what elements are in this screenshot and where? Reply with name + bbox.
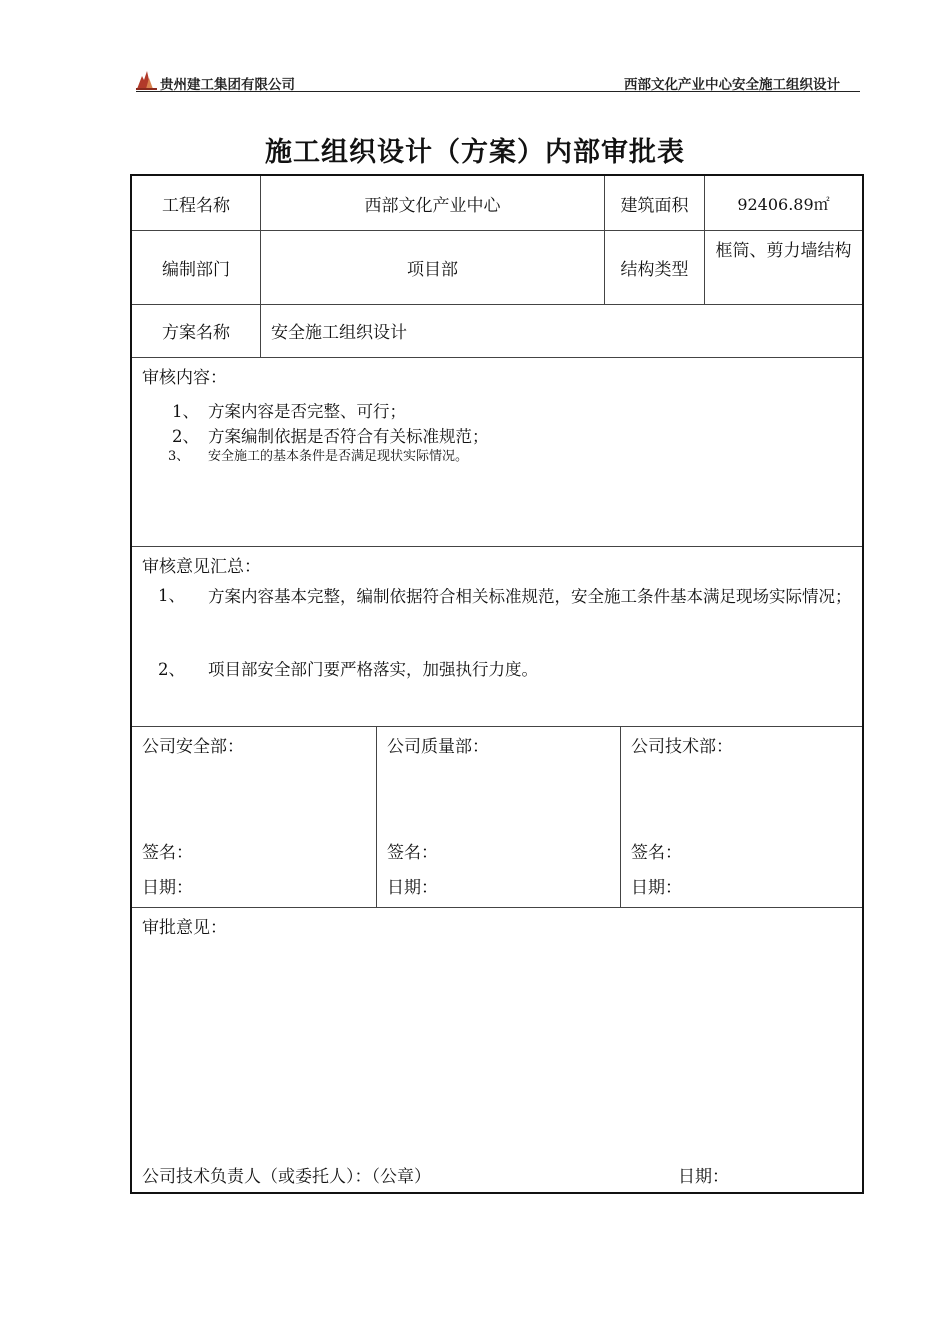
dept-name: 公司技术部： <box>631 737 733 757</box>
row-divider <box>132 357 862 358</box>
item-number: 3、 <box>168 449 190 464</box>
project-name-label: 工程名称 <box>162 195 230 216</box>
item-number: 1、 <box>158 586 185 605</box>
item-number: 2、 <box>158 660 185 679</box>
dept-name: 公司质量部： <box>387 737 489 757</box>
dept-value: 项目部 <box>260 230 604 304</box>
dept-name: 公司安全部： <box>142 737 244 757</box>
approval-label: 审批意见： <box>142 918 227 938</box>
date-label: 日期： <box>387 878 438 898</box>
structure-label: 结构类型 <box>604 230 704 304</box>
date-label: 日期： <box>631 878 682 898</box>
item-text: 安全施工的基本条件是否满足现状实际情况。 <box>208 449 469 464</box>
item-text: 方案内容基本完整，编制依据符合相关标准规范，安全施工条件基本满足现场实际情况； <box>208 587 852 606</box>
dept-label: 编制部门 <box>162 259 230 280</box>
structure-value: 框筒、剪力墙结构 <box>704 230 862 304</box>
approval-date: 日期： <box>678 1167 729 1187</box>
list-item <box>158 652 858 688</box>
plan-label: 方案名称 <box>162 323 230 343</box>
item-number: 1、 <box>172 402 199 421</box>
sign-label: 签名： <box>387 843 438 863</box>
page-title: 施工组织设计（方案）内部审批表 <box>265 137 685 168</box>
sign-label: 签名： <box>631 843 682 863</box>
row-divider <box>132 907 862 908</box>
review-content-label: 审核内容： <box>142 368 227 388</box>
project-name-value: 西部文化产业中心 <box>260 176 604 230</box>
plan-value: 安全施工组织设计 <box>260 304 862 357</box>
list-item <box>158 578 858 615</box>
row-divider <box>132 546 862 547</box>
company-name: 贵州建工集团有限公司 <box>160 77 295 93</box>
date-label: 日期： <box>142 878 193 898</box>
safety-dept-cell <box>132 726 376 907</box>
item-text: 项目部安全部门要严格落实，加强执行力度。 <box>208 660 538 679</box>
document-title-header: 西部文化产业中心安全施工组织设计 <box>624 77 840 93</box>
area-label: 建筑面积 <box>604 176 704 230</box>
area-value: 92406.89㎡ <box>704 176 862 230</box>
item-number: 2、 <box>172 427 199 446</box>
item-text: 方案编制依据是否符合有关标准规范； <box>208 427 489 446</box>
sign-label: 签名： <box>142 843 193 863</box>
company-logo-icon <box>136 70 158 90</box>
item-text: 方案内容是否完整、可行； <box>208 402 406 421</box>
approval-signer: 公司技术负责人（或委托人）：（公章） <box>142 1167 431 1187</box>
quality-dept-cell <box>376 726 620 907</box>
approval-form <box>130 174 864 1194</box>
tech-dept-cell <box>620 726 862 907</box>
header-divider <box>136 91 860 92</box>
page-header <box>136 70 860 92</box>
review-summary-label: 审核意见汇总： <box>142 557 261 577</box>
list-item <box>168 442 848 472</box>
